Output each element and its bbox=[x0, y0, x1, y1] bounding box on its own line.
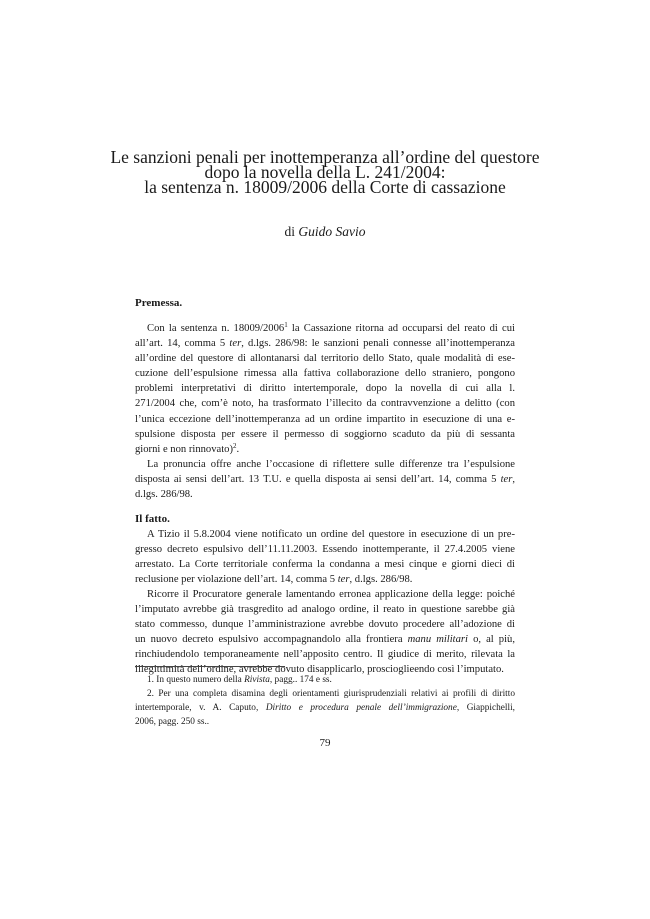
footnotes bbox=[135, 673, 515, 729]
title-line-3: la sentenza n. 18009/2006 della Corte di cassazione bbox=[144, 177, 506, 197]
text-line: 271/2004 che, com’è noto, ha trasformato l’illecito da contravvenzione a delitto (con bbox=[135, 398, 515, 410]
section-heading-fatto: Il fatto. bbox=[135, 513, 170, 525]
footnote-2-line: 2. Per una completa disamina degli orientamenti giurisprudenziali relativi ai profili di diritto bbox=[147, 689, 515, 699]
text-line: arrestato. La Corte territoriale conferma la condanna a mesi cinque e giorni dieci di bbox=[135, 559, 515, 571]
text-line: Con la sentenza n. 18009/2006$^1$ la Cassazione ritorna ad occuparsi del reato di cui bbox=[147, 321, 516, 334]
footnote-2-line: intertemporale, v. A. Caputo, Diritto e procedura penale dell’immigrazione, Giappichelli, bbox=[135, 703, 515, 713]
text-line: Ricorre il Procuratore generale lamentando erronea applicazione della legge: poiché bbox=[147, 589, 515, 600]
fatto-paragraph-1 bbox=[135, 527, 515, 587]
footnote-1: 1. In questo numero della Rivista, pagg.. 174 e ss. bbox=[147, 675, 332, 685]
text-line: stato commesso, dunque l’amministrazione avrebbe dovuto procedere all’adozione di bbox=[135, 619, 515, 631]
section-heading-premessa: Premessa. bbox=[135, 297, 183, 309]
author-byline bbox=[100, 224, 550, 240]
text-line: rinchiudendolo temporaneamente nell’apposito centro. Il giudice di merito, rilevata la bbox=[135, 649, 515, 661]
footnote-ref-1[interactable]: 1 bbox=[284, 321, 288, 329]
author-name: Guido Savio bbox=[298, 224, 366, 239]
text-line: all’ordine del questore di allontanarsi dal territorio dello Stato, quale modalità di ese- bbox=[135, 353, 515, 365]
text-line: gresso decreto espulsivo dell’11.11.2003. Essendo inottemperante, il 27.4.2005 viene bbox=[135, 544, 515, 556]
premessa-paragraph-2 bbox=[135, 457, 515, 502]
text-line: giorni e non rinnovato)$^2$. bbox=[135, 441, 240, 455]
footnote-ref-2[interactable]: 2 bbox=[232, 441, 237, 450]
premessa-paragraph-1 bbox=[135, 321, 515, 457]
text-line: un nuovo decreto espulsivo accompagnandolo alla frontiera manu militari o, al più, bbox=[135, 634, 515, 646]
text-line: spulsione disposta per essere il permesso di soggiorno scaduto da più di sessanta bbox=[135, 428, 515, 440]
text-line: illegittimità dell’ordine, avrebbe dovuto disapplicarlo, proscioglieendo così l’imputato. bbox=[135, 664, 504, 676]
page-number: 79 bbox=[319, 737, 331, 749]
text-line: all’art. 14, comma 5 ter, d.lgs. 286/98: le sanzioni penali connesse all’inottemperanza bbox=[135, 338, 515, 350]
title-line-1: Le sanzioni penali per inottemperanza all’ordine del questore bbox=[110, 147, 540, 167]
text-line: d.lgs. 286/98. bbox=[135, 489, 193, 501]
text-line: l’imputato avrebbe già trasgredito ad analogo ordine, il reato in questione sarebbe già bbox=[135, 604, 515, 616]
footnote-2-line: 2006, pagg. 250 ss.. bbox=[135, 717, 210, 727]
text-line: cuzione dell’espulsione rimessa alla fattiva collaborazione dello straniero, pongono bbox=[135, 368, 515, 380]
text-line: l’unica eccezione dell’inottemperanza ad un ordine impartito in esecuzione di una e- bbox=[135, 413, 515, 425]
text-line: problemi interpretativi di diritto intertemporale, dopo la novella di cui alla l. bbox=[135, 383, 515, 395]
footnote-divider bbox=[135, 666, 285, 667]
text-line: reclusione per violazione dell’art. 14, comma 5 ter, d.lgs. 286/98. bbox=[135, 574, 413, 586]
text-line: A Tizio il 5.8.2004 viene notificato un ordine del questore in esecuzione di un pre- bbox=[147, 529, 515, 540]
title-line-2: dopo la novella della L. 241/2004: bbox=[204, 162, 446, 182]
text-line: disposta ai sensi dell’art. 13 T.U. e quella disposta ai sensi dell’art. 14, comma 5 ter, bbox=[135, 474, 515, 486]
article-title bbox=[100, 147, 550, 197]
author-prefix: di bbox=[284, 224, 295, 239]
text-line: La pronuncia offre anche l’occasione di riflettere sulle differenze tra l’espulsione bbox=[147, 459, 515, 470]
fatto-paragraph-2 bbox=[135, 587, 515, 678]
